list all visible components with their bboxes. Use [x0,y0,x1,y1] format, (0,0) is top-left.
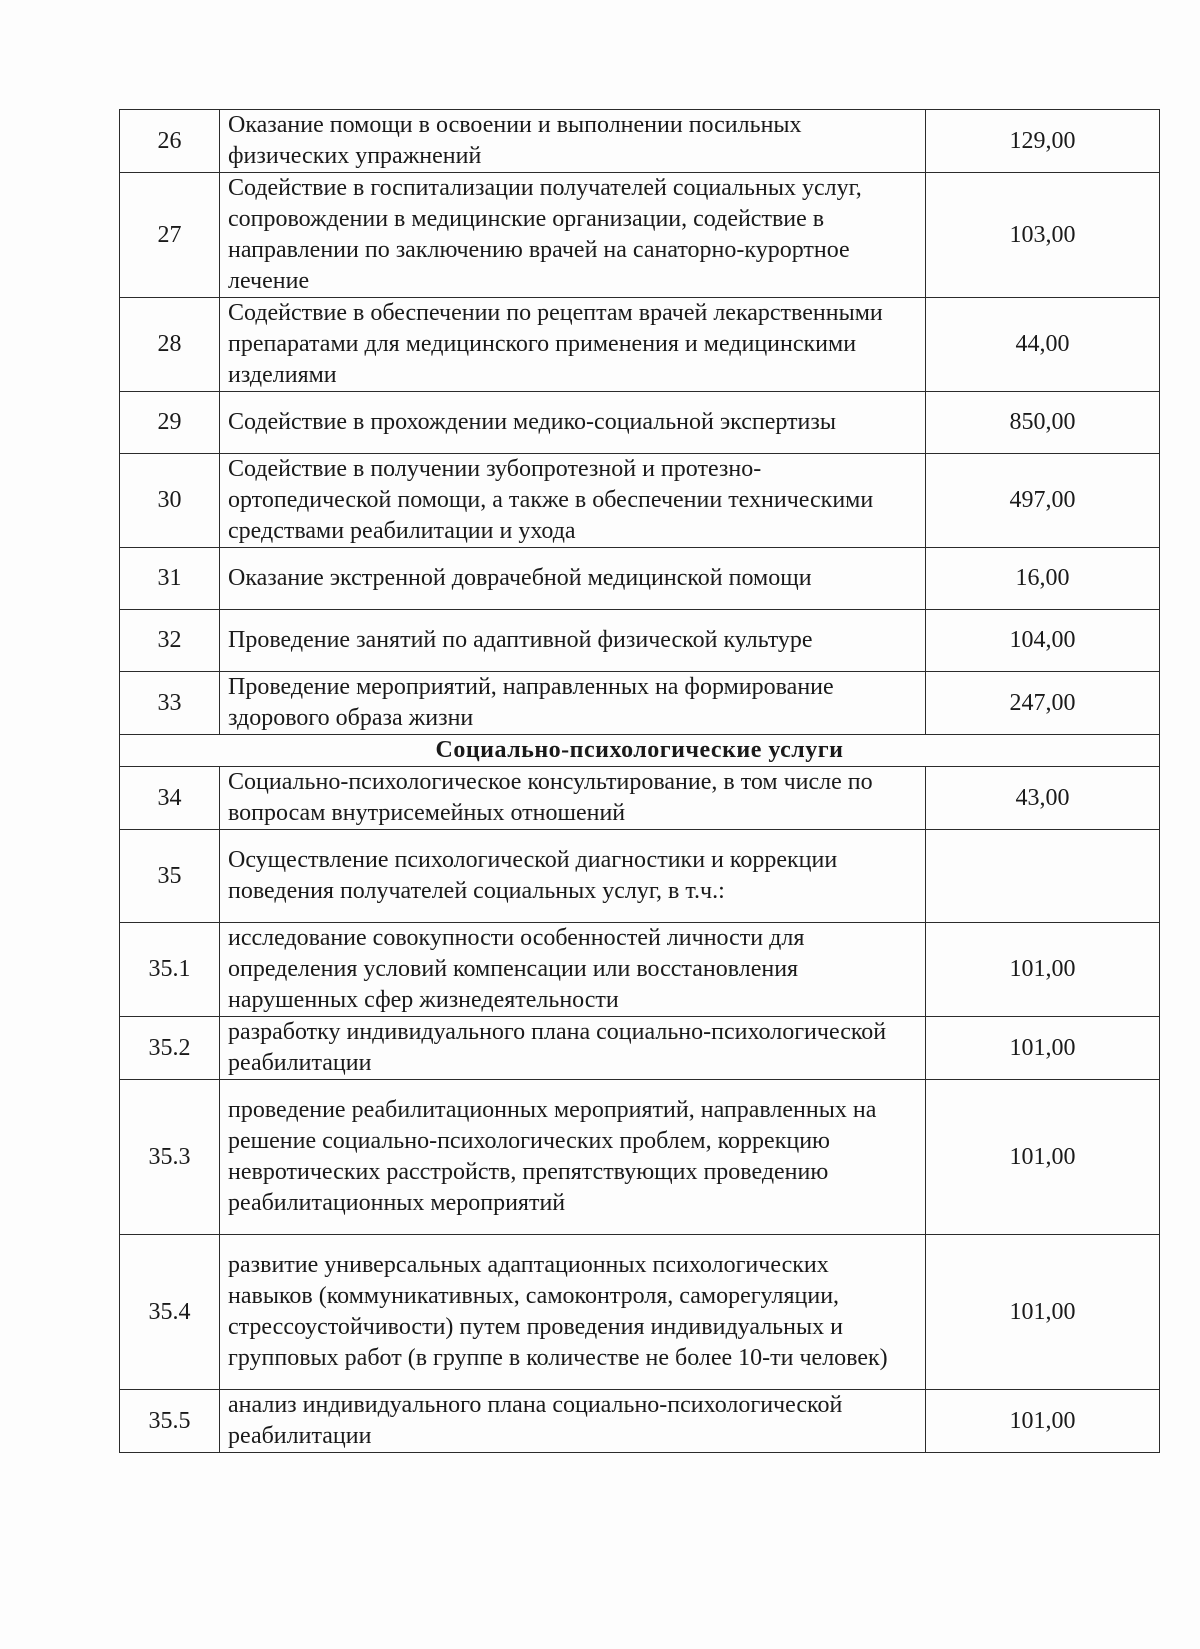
service-name: Содействие в прохождении медико-социальной экспертизы [220,392,926,454]
row-number: 27 [120,173,220,298]
row-number: 29 [120,392,220,454]
table-row [120,672,1160,735]
service-price: 101,00 [926,1080,1160,1235]
service-price: 101,00 [926,1390,1160,1453]
service-price: 497,00 [926,454,1160,548]
service-price: 129,00 [926,110,1160,173]
row-number: 35.2 [120,1017,220,1080]
row-number: 32 [120,610,220,672]
service-name: разработку индивидуального плана социально-психологической реабилитации [220,1017,926,1080]
row-number: 33 [120,672,220,735]
table-row [120,1017,1160,1080]
row-number: 35.3 [120,1080,220,1235]
service-price: 101,00 [926,1235,1160,1390]
service-price: 101,00 [926,1017,1160,1080]
service-name: Содействие в обеспечении по рецептам врачей лекарственными препаратами для медицинского применения и медицинскими изделиями [220,298,926,392]
row-number: 31 [120,548,220,610]
service-price: 44,00 [926,298,1160,392]
service-price: 43,00 [926,767,1160,830]
service-price: 104,00 [926,610,1160,672]
service-name: Оказание помощи в освоении и выполнении посильных физических упражнений [220,110,926,173]
service-price: 16,00 [926,548,1160,610]
service-name: Социально-психологическое консультирование, в том числе по вопросам внутрисемейных отношений [220,767,926,830]
service-name: Проведение мероприятий, направленных на формирование здорового образа жизни [220,672,926,735]
table-row [120,298,1160,392]
service-name: исследование совокупности особенностей личности для определения условий компенсации или восстановления нарушенных сфер жизнедеятельности [220,923,926,1017]
table-row [120,548,1160,610]
row-number: 35.1 [120,923,220,1017]
table-row [120,1390,1160,1453]
service-price: 103,00 [926,173,1160,298]
service-name: развитие универсальных адаптационных психологических навыков (коммуникативных, самоконтроля, саморегуляции, стрессоустойчивости) путем проведения индивидуальных и групповых работ (в группе в количестве не более 10-ти человек) [220,1235,926,1390]
service-name: Проведение занятий по адаптивной физической культуре [220,610,926,672]
table-row [120,173,1160,298]
section-title: Социально-психологические услуги [120,735,1160,767]
table-row [120,830,1160,923]
service-name: Осуществление психологической диагностики и коррекции поведения получателей социальных услуг, в т.ч.: [220,830,926,923]
section-header-row [120,735,1160,767]
row-number: 30 [120,454,220,548]
table-row [120,610,1160,672]
table-row [120,454,1160,548]
service-name: Содействие в получении зубопротезной и протезно-ортопедической помощи, а также в обеспечении техническими средствами реабилитации и ухода [220,454,926,548]
table-row [120,767,1160,830]
table-row [120,110,1160,173]
service-price: 850,00 [926,392,1160,454]
service-name: проведение реабилитационных мероприятий, направленных на решение социально-психологических проблем, коррекцию невротических расстройств, препятствующих проведению реабилитационных мероприятий [220,1080,926,1235]
service-price [926,830,1160,923]
table-row [120,923,1160,1017]
service-price: 247,00 [926,672,1160,735]
table-row [120,392,1160,454]
row-number: 34 [120,767,220,830]
service-name: Содействие в госпитализации получателей социальных услуг, сопровождении в медицинские организации, содействие в направлении по заключению врачей на санаторно-курортное лечение [220,173,926,298]
row-number: 35.5 [120,1390,220,1453]
row-number: 35.4 [120,1235,220,1390]
service-price: 101,00 [926,923,1160,1017]
table-row [120,1235,1160,1390]
service-name: Оказание экстренной доврачебной медицинской помощи [220,548,926,610]
row-number: 35 [120,830,220,923]
service-name: анализ индивидуального плана социально-психологической реабилитации [220,1390,926,1453]
services-price-table [119,109,1160,1453]
row-number: 26 [120,110,220,173]
row-number: 28 [120,298,220,392]
table-row [120,1080,1160,1235]
